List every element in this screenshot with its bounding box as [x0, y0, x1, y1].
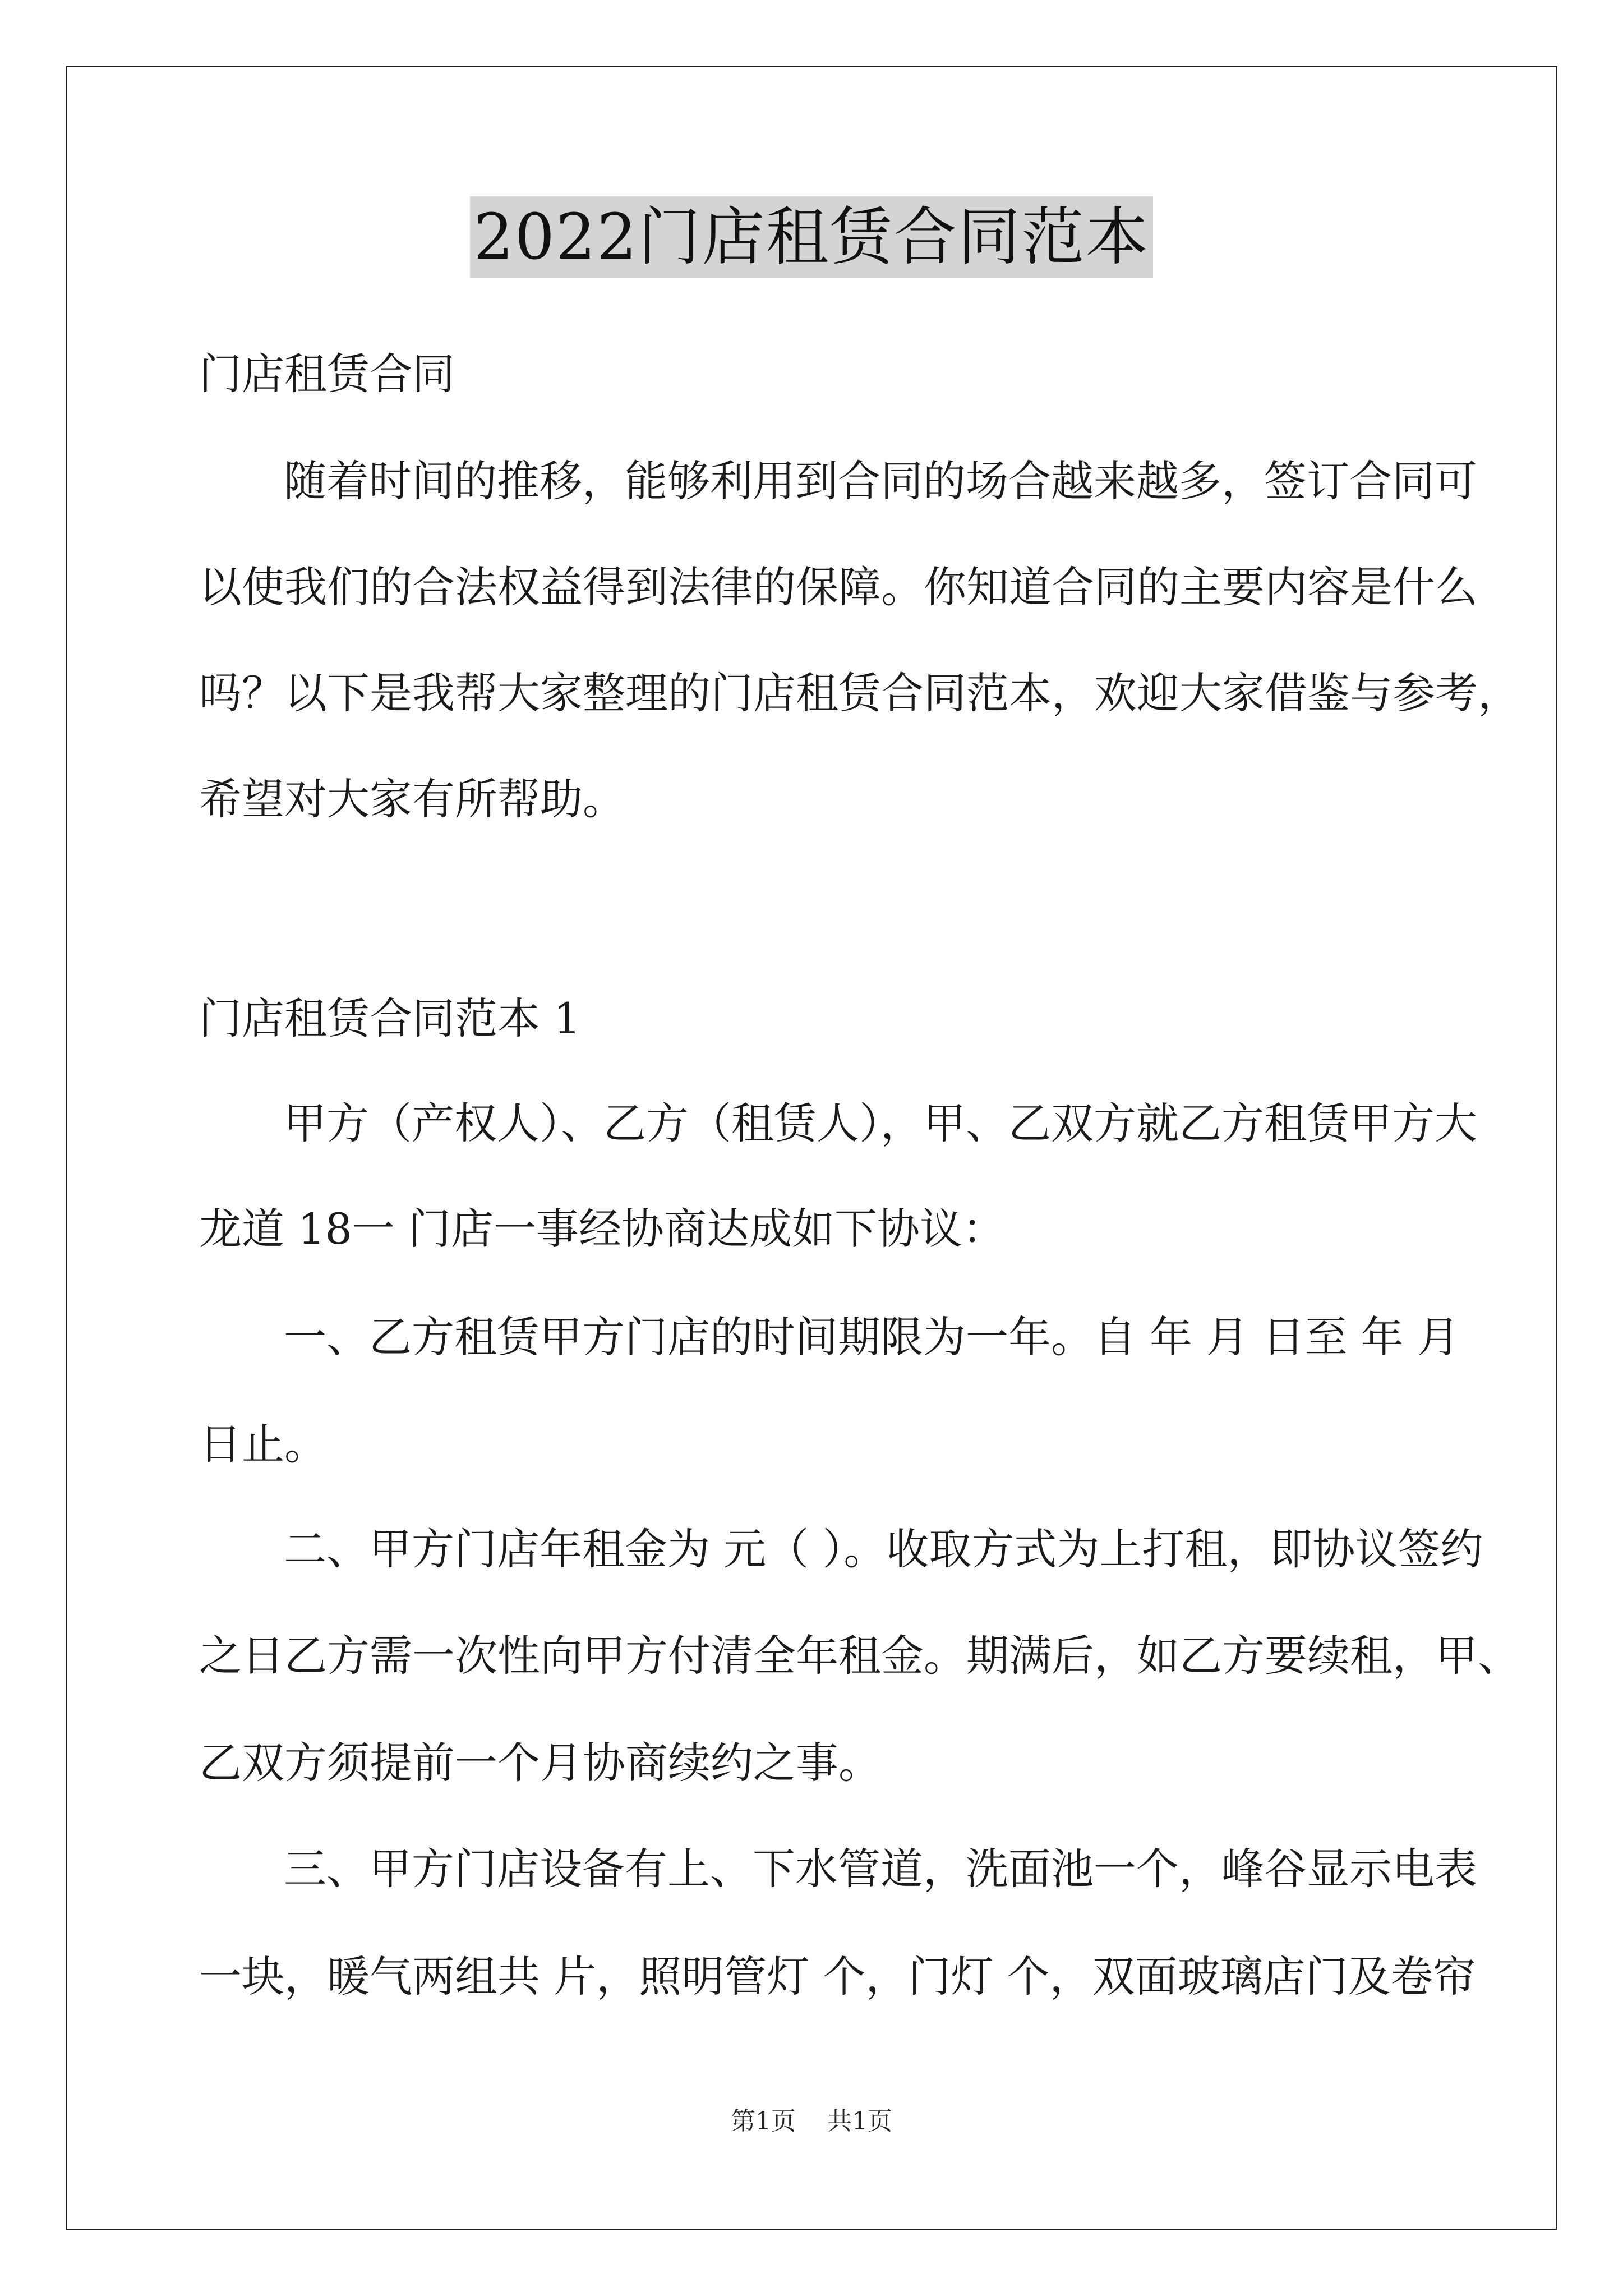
- document-title: 2022门店租赁合同范本: [470, 196, 1152, 278]
- title-container: [0, 196, 1623, 278]
- document-heading: 门店租赁合同: [199, 349, 455, 399]
- page-footer: 第1页 共1页: [731, 2107, 892, 2136]
- body-line: 一、乙方租赁甲方门店的时间期限为一年。自 年 月 日至 年 月: [284, 1312, 1460, 1362]
- intro-line: 吗？以下是我帮大家整理的门店租赁合同范本，欢迎大家借鉴与参考，: [199, 668, 1520, 718]
- body-line: 二、甲方门店年租金为 元（ ）。收取方式为上打租，即协议签约: [284, 1524, 1483, 1574]
- body-line: 日止。: [199, 1419, 327, 1469]
- body-line: 之日乙方需一次性向甲方付清全年租金。期满后，如乙方要续租，甲、: [199, 1631, 1520, 1681]
- intro-line: 希望对大家有所帮助。: [199, 774, 625, 824]
- intro-line: 以使我们的合法权益得到法律的保障。你知道合同的主要内容是什么: [199, 562, 1478, 612]
- intro-line: 随着时间的推移，能够利用到合同的场合越来越多，签订合同可: [284, 456, 1477, 506]
- body-line: 三、甲方门店设备有上、下水管道，洗面池一个，峰谷显示电表: [284, 1844, 1477, 1894]
- section-title: 门店租赁合同范本 1: [199, 993, 581, 1043]
- body-line: 甲方（产权人）、乙方（租赁人），甲、乙双方就乙方租赁甲方大: [284, 1098, 1477, 1148]
- body-line: 乙双方须提前一个月协商续约之事。: [199, 1738, 881, 1788]
- body-line: 一块，暖气两组共 片，照明管灯 个，门灯 个，双面玻璃店门及卷帘: [199, 1952, 1476, 2001]
- body-line: 龙道 18一 门店一事经协商达成如下协议：: [199, 1204, 1006, 1254]
